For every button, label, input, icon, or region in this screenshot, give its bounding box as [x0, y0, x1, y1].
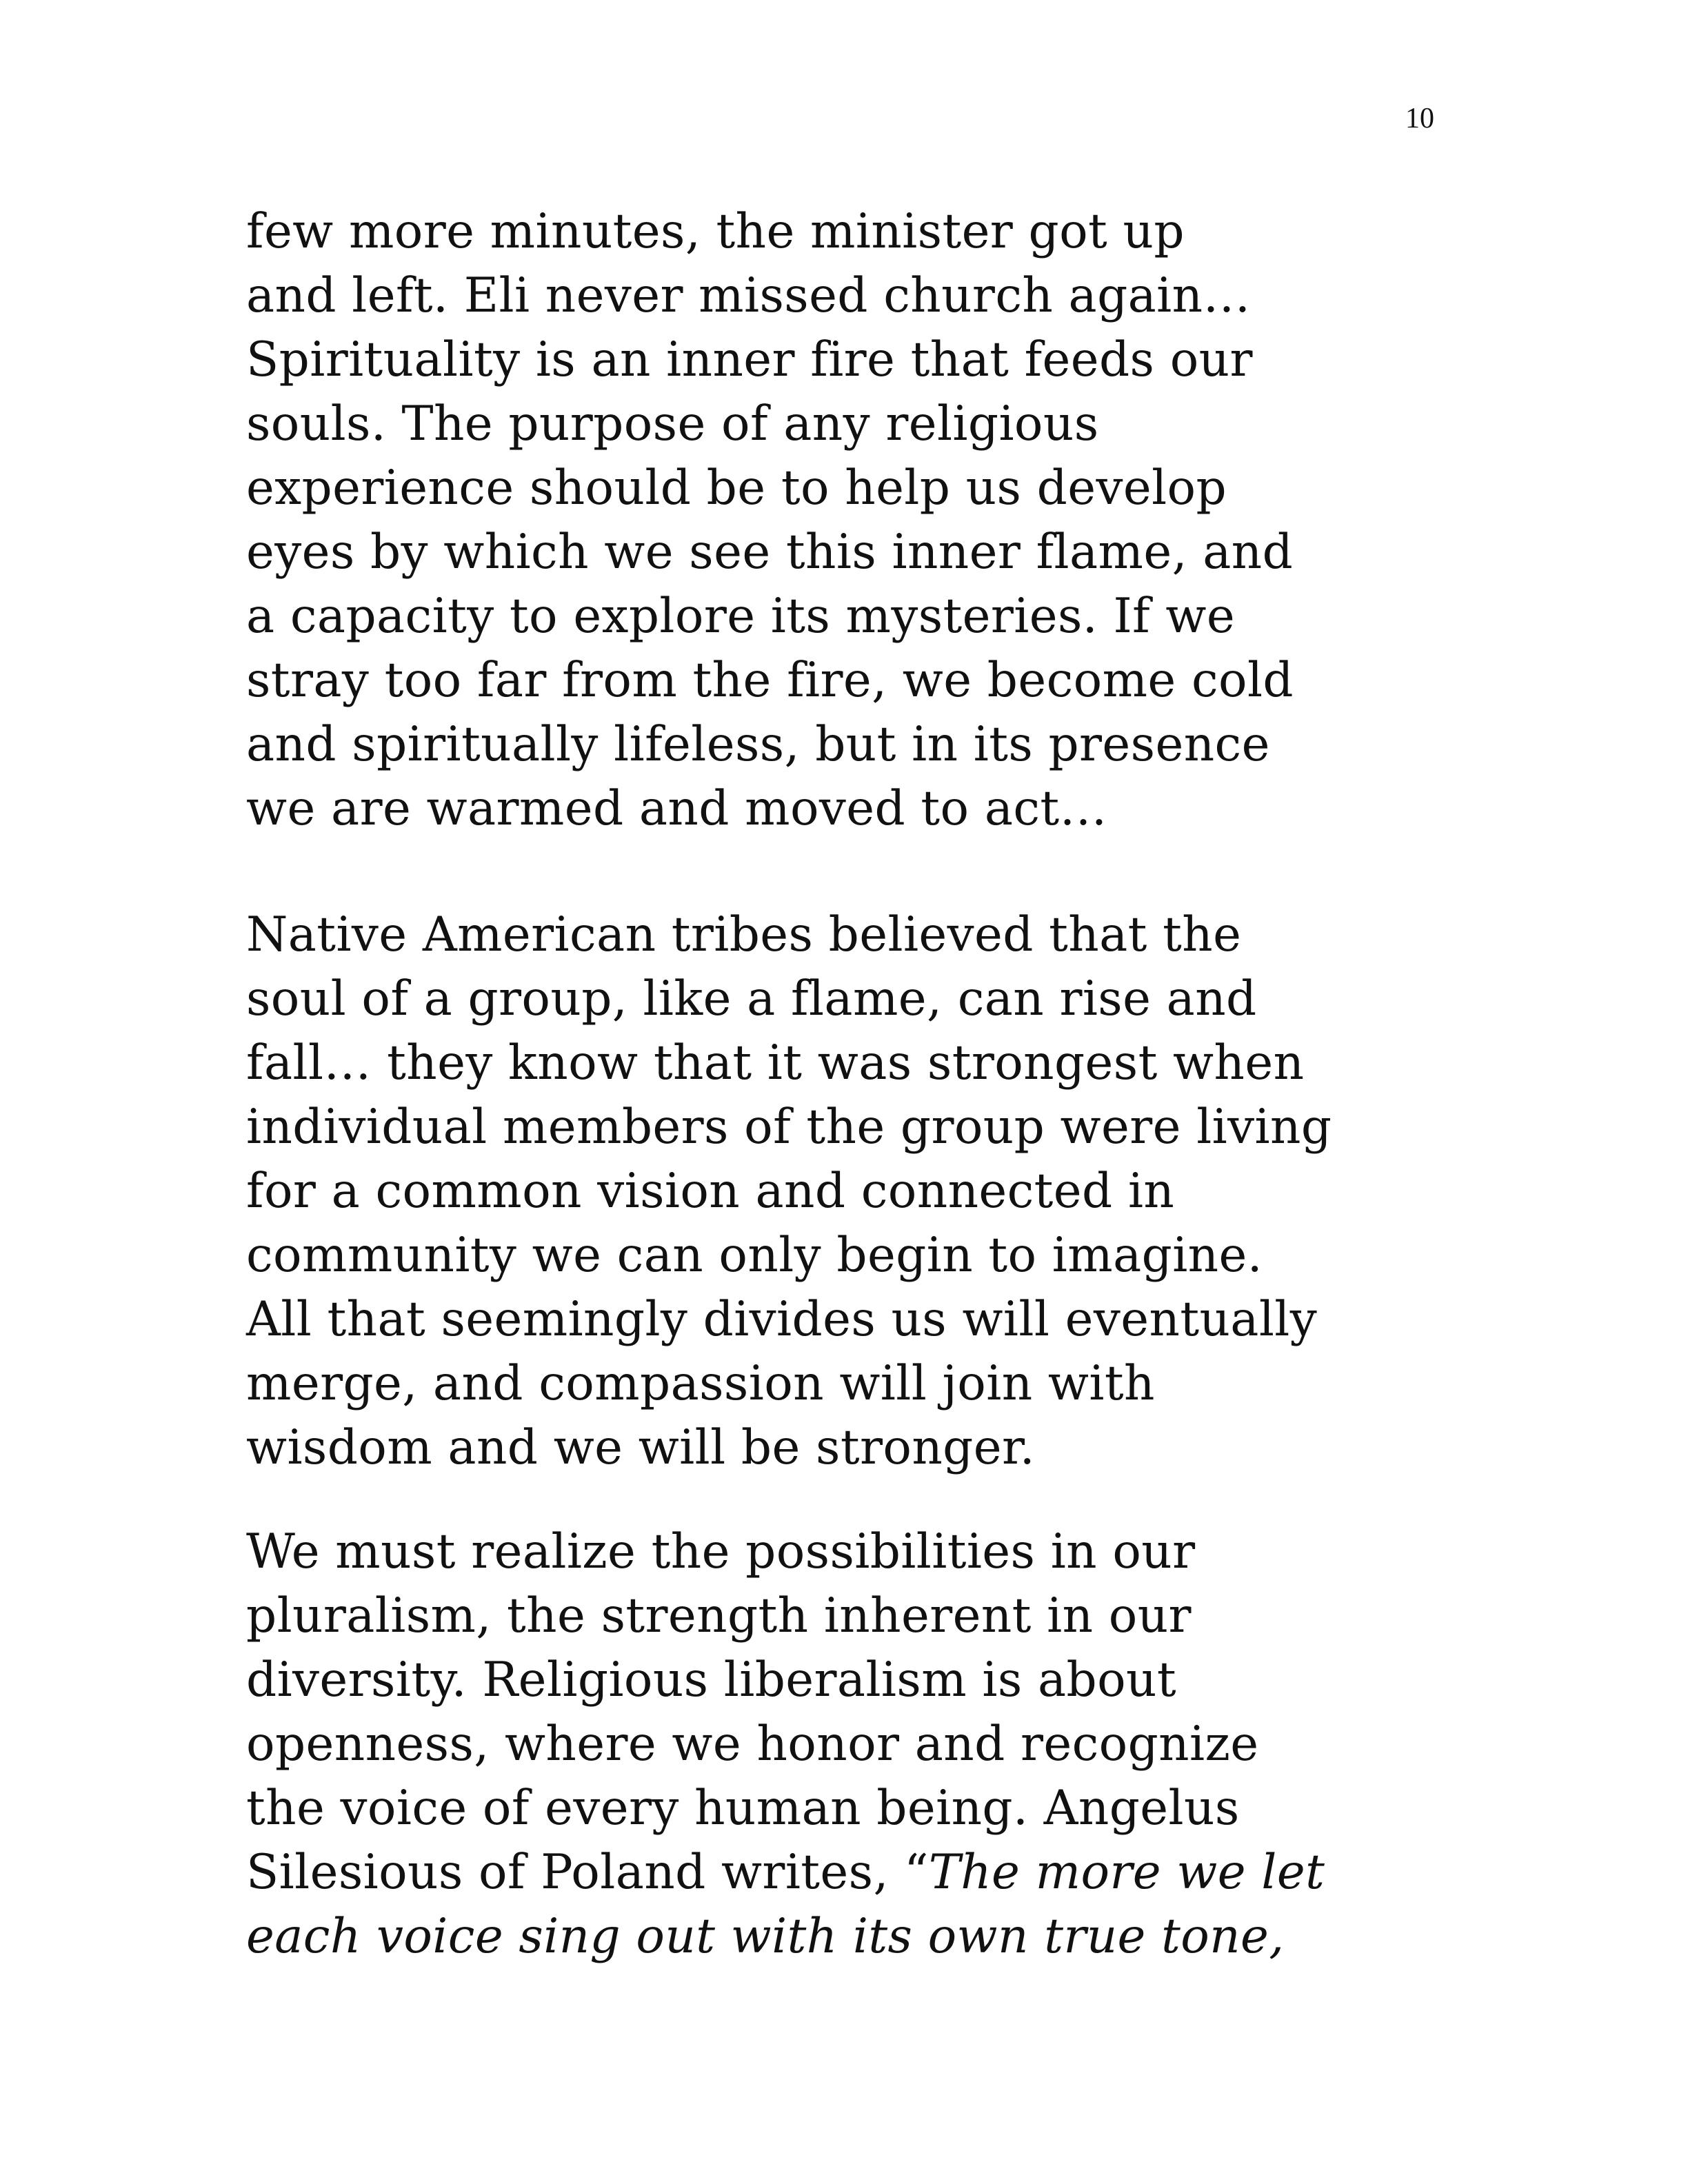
text-line: experience should be to help us develop — [246, 461, 1227, 516]
text-line: souls. The purpose of any religious — [246, 396, 1099, 452]
text-line: and left. Eli never missed church again… — [246, 268, 1251, 323]
quote-text-start: The more we let — [928, 1845, 1325, 1900]
text-line: openness, where we honor and recognize — [246, 1717, 1259, 1772]
text-line: diversity. Religious liberalism is about — [246, 1652, 1177, 1708]
text-line: fall… they know that it was strongest when — [246, 1035, 1305, 1091]
text-line: pluralism, the strength inherent in our — [246, 1588, 1192, 1644]
text-line: stray too far from the fire, we become cold — [246, 653, 1294, 708]
text-line: few more minutes, the minister got up — [246, 204, 1185, 259]
text-line: we are warmed and moved to act… — [246, 781, 1107, 836]
text-line: eyes by which we see this inner flame, and — [246, 525, 1294, 580]
quote-text-line — [246, 1905, 1285, 1968]
text-line: Native American tribes believed that the — [246, 907, 1242, 962]
quote-attribution: Silesious of Poland writes, “ — [246, 1845, 929, 1900]
text-line: for a common vision and connected in — [246, 1164, 1175, 1219]
text-line: community we can only begin to imagine. — [246, 1228, 1263, 1283]
text-line: wisdom and we will be stronger. — [246, 1420, 1036, 1475]
text-line: individual members of the group were living — [246, 1100, 1332, 1155]
text-line: All that seemingly divides us will eventually — [246, 1292, 1318, 1347]
page-number: 10 — [1405, 103, 1434, 134]
text-line: We must realize the possibilities in our — [246, 1524, 1196, 1579]
text-line: a capacity to explore its mysteries. If we — [246, 589, 1236, 644]
text-line: merge, and compassion will join with — [246, 1356, 1155, 1411]
text-line: soul of a group, like a flame, can rise and — [246, 971, 1257, 1027]
quote-text: each voice sing out with its own true tone, — [246, 1909, 1285, 1964]
text-line: the voice of every human being. Angelus — [246, 1781, 1240, 1836]
quote-intro-line — [246, 1841, 1325, 1904]
text-line: Spirituality is an inner fire that feeds our — [246, 332, 1253, 387]
text-line: and spiritually lifeless, but in its presence — [246, 717, 1270, 772]
